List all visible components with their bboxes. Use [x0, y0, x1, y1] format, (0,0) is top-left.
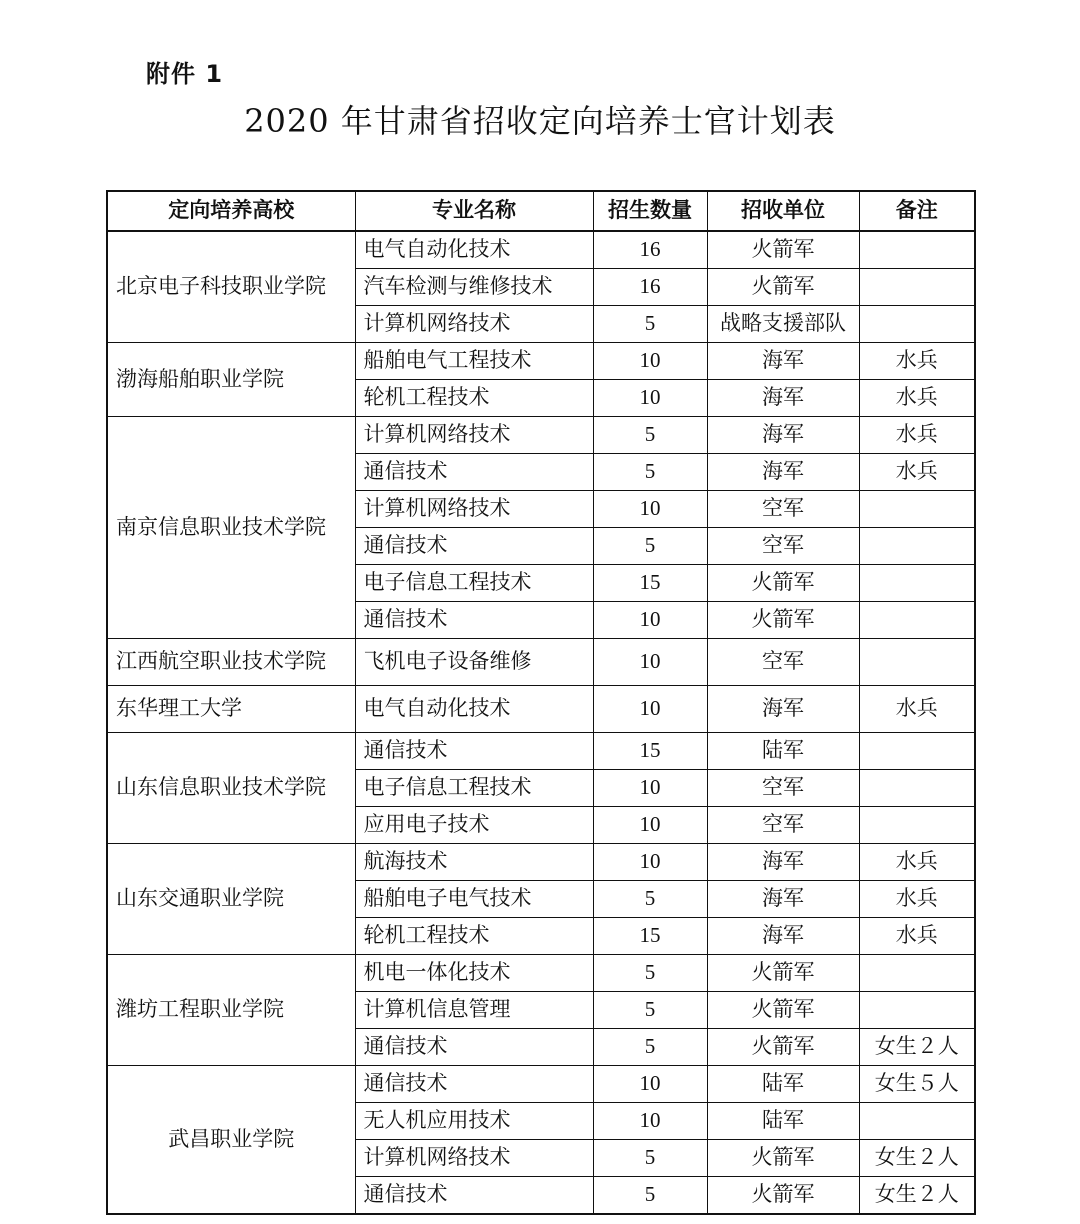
count-cell: 10 [593, 491, 707, 528]
attachment-label: 附件 1 [146, 60, 224, 88]
count-cell: 5 [593, 417, 707, 454]
note-cell: 水兵 [859, 417, 975, 454]
school-cell: 山东交通职业学院 [107, 844, 355, 955]
major-cell: 计算机网络技术 [355, 491, 593, 528]
note-cell [859, 770, 975, 807]
unit-cell: 陆军 [707, 1103, 859, 1140]
count-cell: 10 [593, 686, 707, 733]
count-cell: 5 [593, 528, 707, 565]
count-cell: 10 [593, 602, 707, 639]
note-cell [859, 528, 975, 565]
count-cell: 16 [593, 231, 707, 269]
count-cell: 5 [593, 454, 707, 491]
table-row [107, 844, 975, 881]
table-row [107, 686, 975, 733]
major-cell: 航海技术 [355, 844, 593, 881]
table-row [107, 1066, 975, 1103]
school-cell: 北京电子科技职业学院 [107, 231, 355, 343]
unit-cell: 火箭军 [707, 269, 859, 306]
unit-cell: 火箭军 [707, 231, 859, 269]
note-cell: 水兵 [859, 686, 975, 733]
unit-cell: 海军 [707, 417, 859, 454]
document-title: 2020 年甘肃省招收定向培养士官计划表 [244, 102, 836, 140]
count-cell: 10 [593, 770, 707, 807]
note-cell [859, 1103, 975, 1140]
table-row [107, 955, 975, 992]
note-cell [859, 807, 975, 844]
unit-cell: 空军 [707, 528, 859, 565]
major-cell: 通信技术 [355, 602, 593, 639]
school-cell: 武昌职业学院 [107, 1066, 355, 1215]
table-row [107, 733, 975, 770]
count-cell: 16 [593, 269, 707, 306]
major-cell: 通信技术 [355, 454, 593, 491]
note-cell: 女生５人 [859, 1066, 975, 1103]
count-cell: 5 [593, 1140, 707, 1177]
major-cell: 电子信息工程技术 [355, 770, 593, 807]
school-cell: 潍坊工程职业学院 [107, 955, 355, 1066]
enrollment-plan-table [106, 190, 976, 1215]
count-cell: 15 [593, 733, 707, 770]
column-header-unit: 招收单位 [707, 191, 859, 231]
major-cell: 电子信息工程技术 [355, 565, 593, 602]
major-cell: 计算机信息管理 [355, 992, 593, 1029]
unit-cell: 火箭军 [707, 992, 859, 1029]
count-cell: 10 [593, 807, 707, 844]
major-cell: 电气自动化技术 [355, 686, 593, 733]
count-cell: 10 [593, 639, 707, 686]
note-cell: 女生２人 [859, 1177, 975, 1215]
unit-cell: 火箭军 [707, 1177, 859, 1215]
unit-cell: 海军 [707, 343, 859, 380]
note-cell: 水兵 [859, 343, 975, 380]
table-row [107, 417, 975, 454]
note-cell: 女生２人 [859, 1140, 975, 1177]
unit-cell: 火箭军 [707, 955, 859, 992]
count-cell: 15 [593, 918, 707, 955]
unit-cell: 火箭军 [707, 1029, 859, 1066]
table-row [107, 343, 975, 380]
unit-cell: 海军 [707, 918, 859, 955]
major-cell: 通信技术 [355, 733, 593, 770]
count-cell: 10 [593, 343, 707, 380]
unit-cell: 海军 [707, 380, 859, 417]
school-cell: 东华理工大学 [107, 686, 355, 733]
column-header-count: 招生数量 [593, 191, 707, 231]
note-cell [859, 306, 975, 343]
count-cell: 5 [593, 1029, 707, 1066]
unit-cell: 陆军 [707, 1066, 859, 1103]
major-cell: 通信技术 [355, 528, 593, 565]
unit-cell: 火箭军 [707, 602, 859, 639]
unit-cell: 战略支援部队 [707, 306, 859, 343]
note-cell: 水兵 [859, 918, 975, 955]
column-header-note: 备注 [859, 191, 975, 231]
unit-cell: 海军 [707, 686, 859, 733]
unit-cell: 海军 [707, 844, 859, 881]
count-cell: 5 [593, 955, 707, 992]
table-row [107, 639, 975, 686]
count-cell: 5 [593, 1177, 707, 1215]
count-cell: 5 [593, 881, 707, 918]
major-cell: 计算机网络技术 [355, 306, 593, 343]
table-header-row [107, 191, 975, 231]
column-header-major: 专业名称 [355, 191, 593, 231]
column-header-school: 定向培养高校 [107, 191, 355, 231]
count-cell: 10 [593, 844, 707, 881]
note-cell: 女生２人 [859, 1029, 975, 1066]
major-cell: 电气自动化技术 [355, 231, 593, 269]
major-cell: 通信技术 [355, 1029, 593, 1066]
school-cell: 南京信息职业技术学院 [107, 417, 355, 639]
unit-cell: 空军 [707, 770, 859, 807]
major-cell: 应用电子技术 [355, 807, 593, 844]
count-cell: 5 [593, 306, 707, 343]
count-cell: 5 [593, 992, 707, 1029]
school-cell: 渤海船舶职业学院 [107, 343, 355, 417]
unit-cell: 火箭军 [707, 565, 859, 602]
unit-cell: 海军 [707, 454, 859, 491]
unit-cell: 火箭军 [707, 1140, 859, 1177]
major-cell: 船舶电子电气技术 [355, 881, 593, 918]
unit-cell: 空军 [707, 639, 859, 686]
major-cell: 船舶电气工程技术 [355, 343, 593, 380]
unit-cell: 空军 [707, 491, 859, 528]
note-cell: 水兵 [859, 380, 975, 417]
school-cell: 山东信息职业技术学院 [107, 733, 355, 844]
school-cell: 江西航空职业技术学院 [107, 639, 355, 686]
note-cell: 水兵 [859, 881, 975, 918]
count-cell: 10 [593, 380, 707, 417]
note-cell [859, 231, 975, 269]
note-cell [859, 565, 975, 602]
major-cell: 飞机电子设备维修 [355, 639, 593, 686]
note-cell [859, 639, 975, 686]
table-row [107, 231, 975, 269]
major-cell: 轮机工程技术 [355, 918, 593, 955]
major-cell: 轮机工程技术 [355, 380, 593, 417]
count-cell: 15 [593, 565, 707, 602]
note-cell [859, 269, 975, 306]
note-cell: 水兵 [859, 454, 975, 491]
major-cell: 通信技术 [355, 1177, 593, 1215]
unit-cell: 陆军 [707, 733, 859, 770]
major-cell: 通信技术 [355, 1066, 593, 1103]
note-cell [859, 955, 975, 992]
note-cell [859, 733, 975, 770]
major-cell: 无人机应用技术 [355, 1103, 593, 1140]
note-cell [859, 491, 975, 528]
major-cell: 计算机网络技术 [355, 1140, 593, 1177]
unit-cell: 海军 [707, 881, 859, 918]
count-cell: 10 [593, 1103, 707, 1140]
major-cell: 机电一体化技术 [355, 955, 593, 992]
note-cell [859, 992, 975, 1029]
unit-cell: 空军 [707, 807, 859, 844]
note-cell [859, 602, 975, 639]
major-cell: 计算机网络技术 [355, 417, 593, 454]
major-cell: 汽车检测与维修技术 [355, 269, 593, 306]
note-cell: 水兵 [859, 844, 975, 881]
count-cell: 10 [593, 1066, 707, 1103]
